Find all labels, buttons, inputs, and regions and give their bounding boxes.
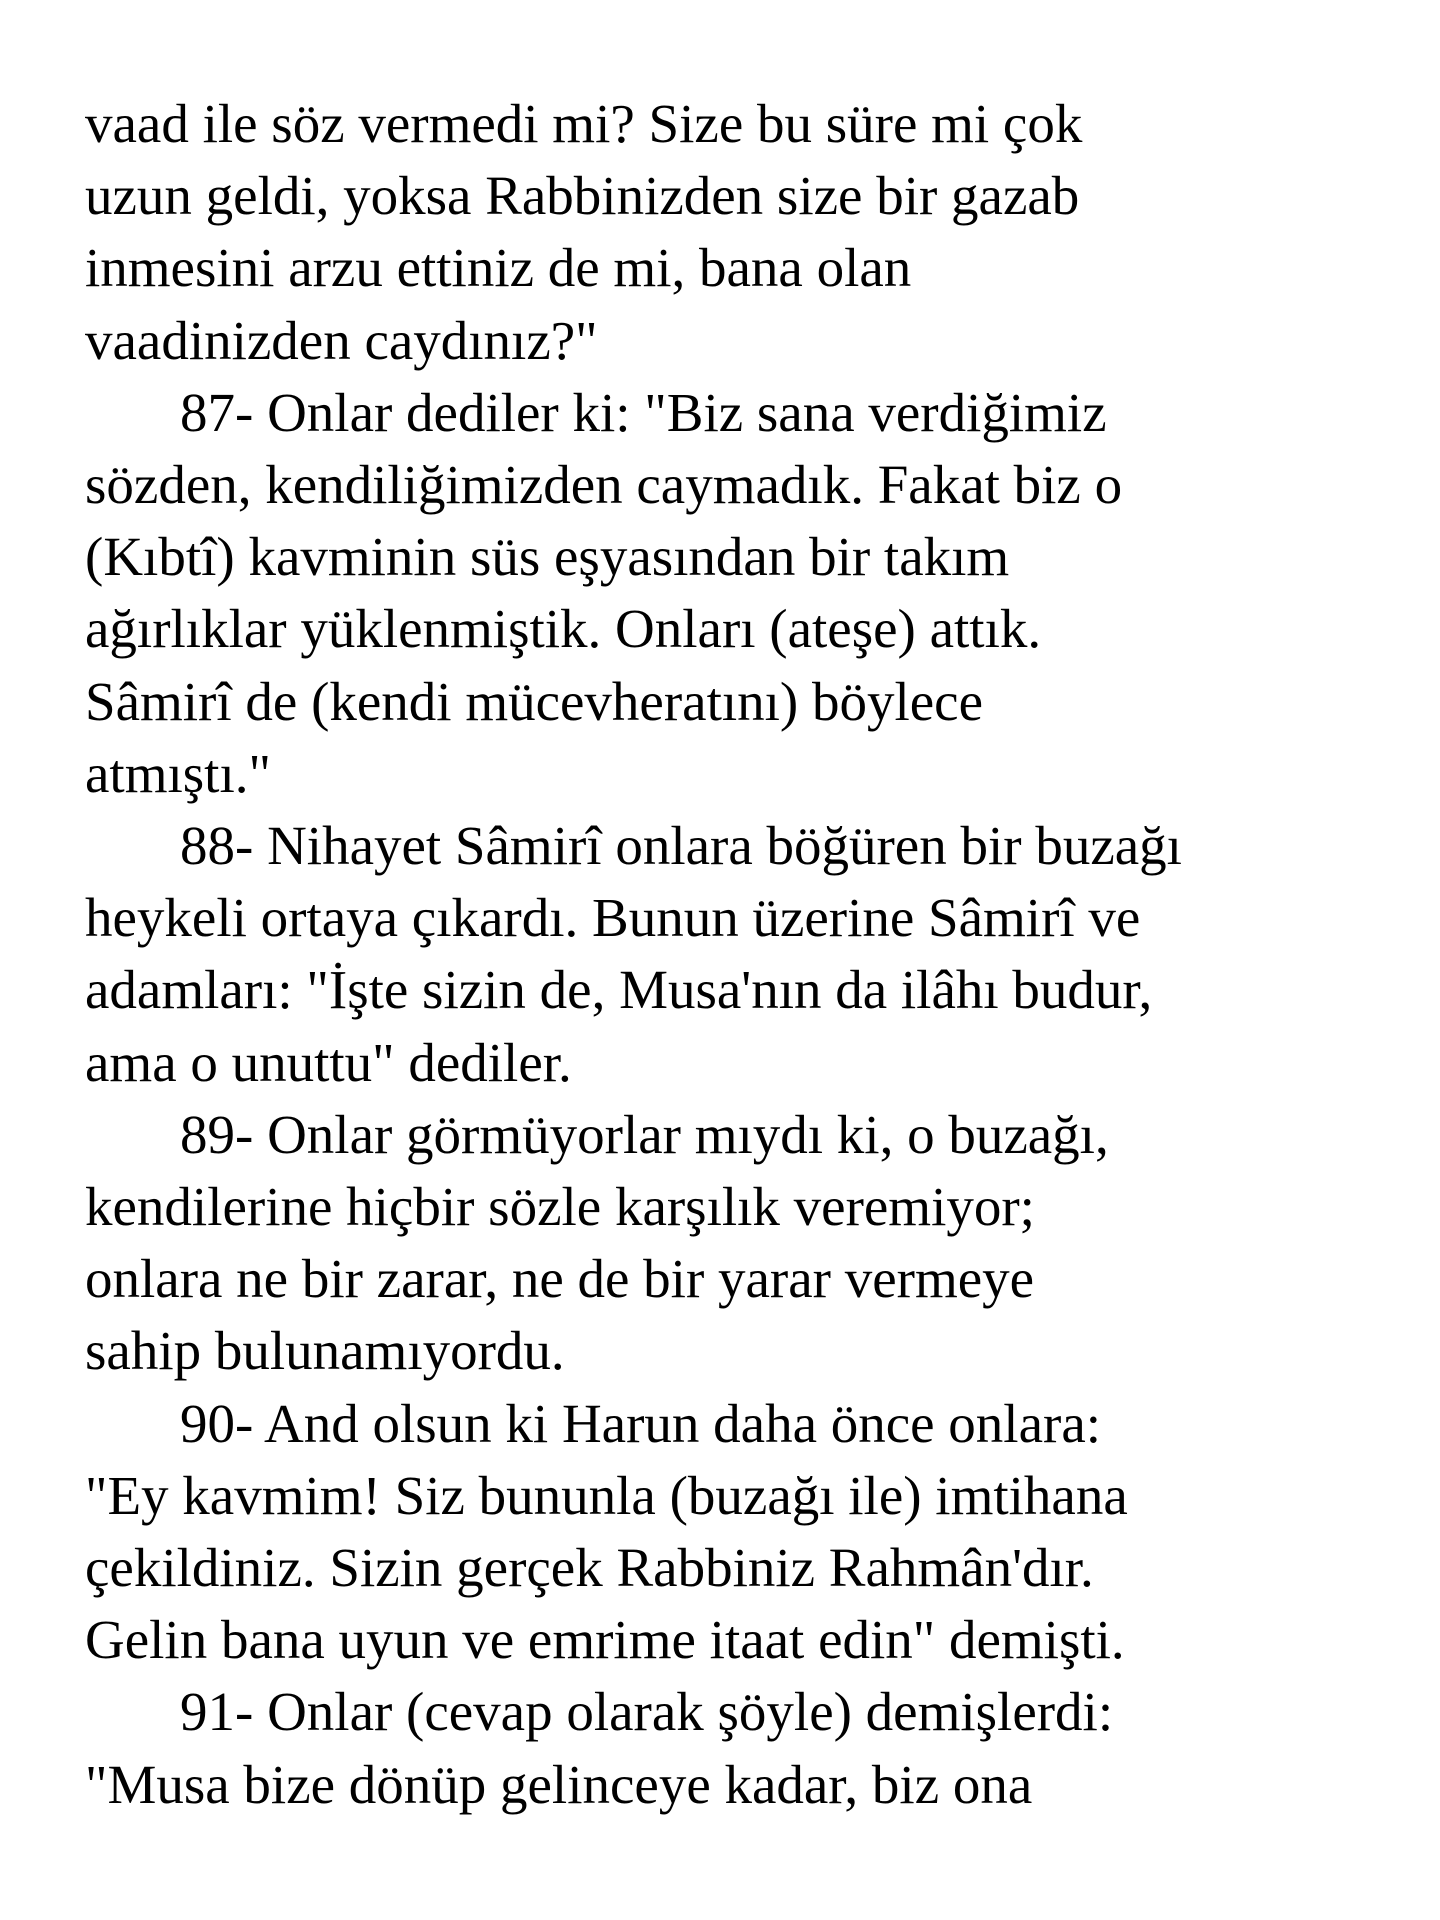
text-line: çekildiniz. Sizin gerçek Rabbiniz Rahmân'dır. — [85, 1537, 1094, 1599]
text-line: (Kıbtî) kavminin süs eşyasından bir takım — [85, 526, 1010, 588]
text-line: Gelin bana uyun ve emrime itaat edin" demişti. — [85, 1609, 1125, 1671]
text-line: "Musa bize dönüp gelinceye kadar, biz ona — [85, 1753, 1033, 1815]
text-line: uzun geldi, yoksa Rabbinizden size bir gazab — [85, 165, 1080, 227]
text-line: heykeli ortaya çıkardı. Bunun üzerine Sâmirî ve — [85, 887, 1141, 949]
text-line: Sâmirî de (kendi mücevheratını) böylece — [85, 670, 983, 732]
text-line: adamları: "İşte sizin de, Musa'nın da ilâhı budur, — [85, 959, 1153, 1021]
verse-90-start: 90- And olsun ki Harun daha önce onlara: — [180, 1392, 1102, 1454]
text-line: sahip bulunamıyordu. — [85, 1320, 565, 1382]
text-line: onlara ne bir zarar, ne de bir yarar vermeye — [85, 1248, 1035, 1310]
text-line: "Ey kavmim! Siz bununla (buzağı ile) imtihana — [85, 1464, 1128, 1526]
text-line: ama o unuttu" dediler. — [85, 1031, 572, 1093]
body-text — [85, 88, 1425, 1821]
text-line: sözden, kendiliğimizden caymadık. Fakat biz o — [85, 454, 1123, 516]
text-line: inmesini arzu ettiniz de mi, bana olan — [85, 237, 912, 299]
verse-87-start: 87- Onlar dediler ki: "Biz sana verdiğimiz — [180, 381, 1107, 443]
verse-91-start: 91- Onlar (cevap olarak şöyle) demişlerdi: — [180, 1681, 1114, 1743]
text-line: vaad ile söz vermedi mi? Size bu süre mi çok — [85, 93, 1083, 154]
text-line: kendilerine hiçbir sözle karşılık veremiyor; — [85, 1176, 1035, 1238]
verse-89-start: 89- Onlar görmüyorlar mıydı ki, o buzağı, — [180, 1103, 1109, 1165]
text-line: ağırlıklar yüklenmiştik. Onları (ateşe) attık. — [85, 598, 1042, 660]
text-line: atmıştı." — [85, 742, 271, 804]
verse-88-start: 88- Nihayet Sâmirî onlara böğüren bir buzağı — [180, 815, 1182, 877]
text-line: vaadinizden caydınız?" — [85, 309, 598, 371]
